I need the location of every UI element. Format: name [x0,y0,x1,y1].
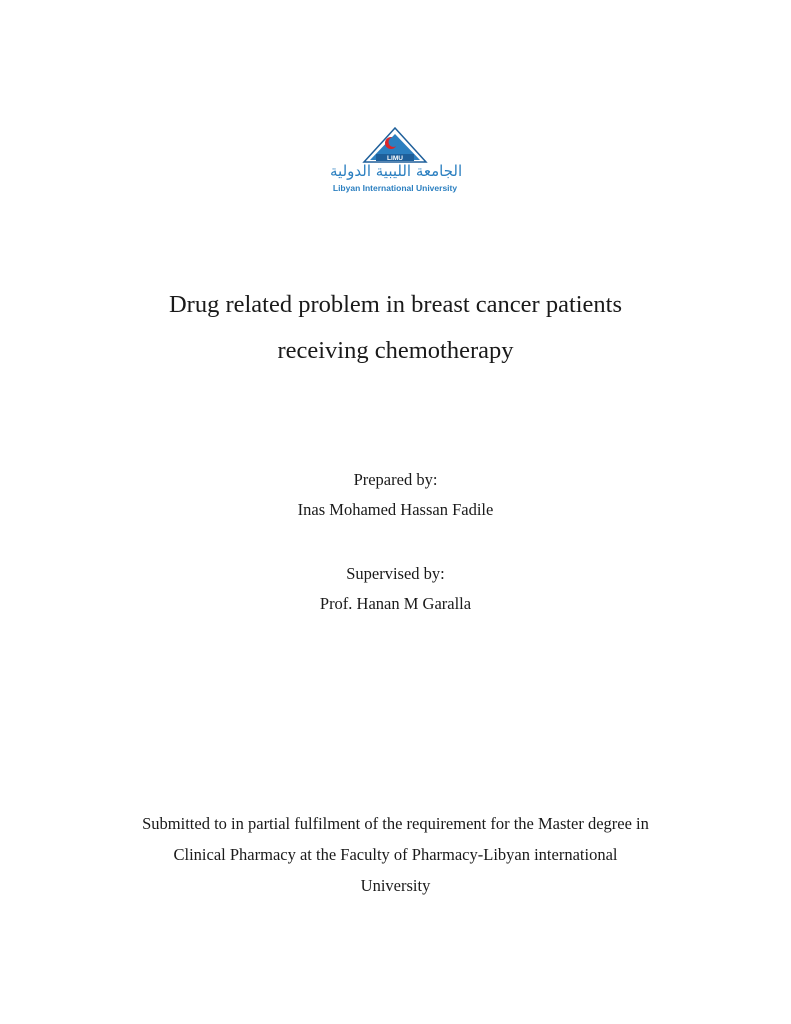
author-name: Inas Mohamed Hassan Fadile [297,500,494,519]
university-logo [330,126,463,198]
supervised-by-label: Supervised by: [346,564,445,583]
supervisor-name: Prof. Hanan M Garalla [319,594,472,613]
logo-english-name: Libyan International University [332,183,458,193]
submission-statement-line-3: University [360,876,431,895]
submission-statement-line-2: Clinical Pharmacy at the Faculty of Pharmacy-Libyan international [173,845,618,864]
logo-arabic-name: الجامعة الليبية الدولية [330,162,463,180]
thesis-title-line-2: receiving chemotherapy [277,337,514,364]
thesis-title-line-1: Drug related problem in breast cancer patients [168,291,623,318]
limu-triangle-emblem-icon [330,126,460,166]
submission-statement-line-1: Submitted to in partial fulfilment of the requirement for the Master degree in [142,814,649,833]
logo-badge-text: LIMU [387,155,403,162]
prepared-by-label: Prepared by: [353,470,438,489]
